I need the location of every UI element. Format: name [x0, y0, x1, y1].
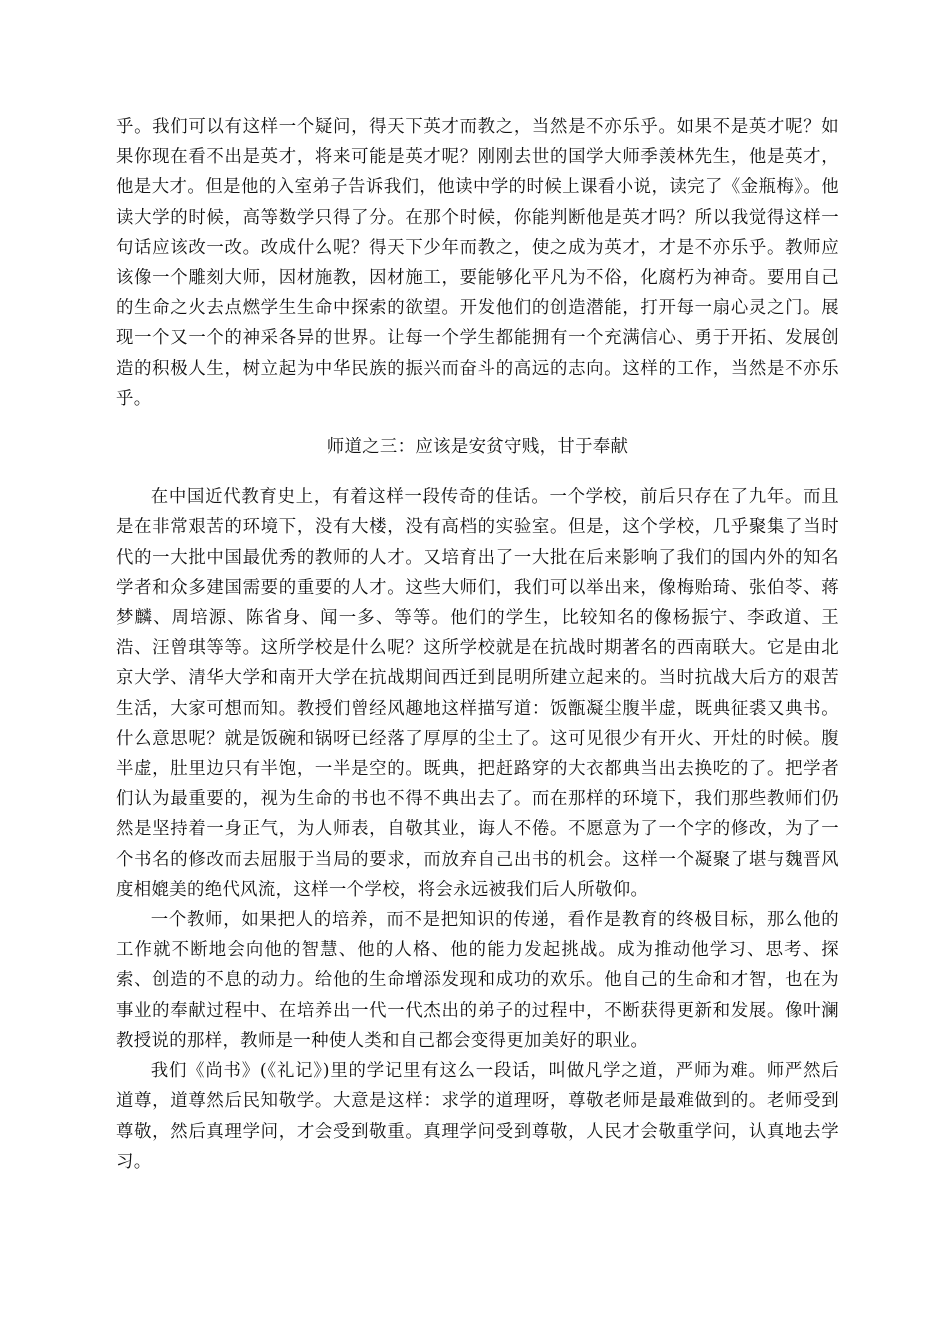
document-body	[116, 112, 839, 1177]
paragraph-southwest-associated-university: 在中国近代教育史上，有着这样一段传奇的佳话。一个学校，前后只存在了九年。而且是在非常艰苦的环境下，没有大楼，没有高档的实验室。但是，这个学校，几乎聚集了当时代的一大批中国最优秀的教师的人才。又培育出了一大批在后来影响了我们的国内外的知名学者和众多建国需要的重要的人才。这些大师们，我们可以举出来，像梅贻琦、张伯苓、蒋梦麟、周培源、陈省身、闻一多、等等。他们的学生，比较知名的像杨振宁、李政道、王浩、汪曾琪等等。这所学校是什么呢？这所学校就是在抗战时期著名的西南联大。它是由北京大学、清华大学和南开大学在抗战期间西迁到昆明所建立起来的。当时抗战大后方的艰苦生活，大家可想而知。教授们曾经风趣地这样描写道：饭甑凝尘腹半虚，既典征裘又典书。什么意思呢？就是饭碗和锅呀已经落了厚厚的尘土了。这可见很少有开火、开灶的时候。腹半虚，肚里边只有半饱，一半是空的。既典，把赶路穿的大衣都典当出去换吃的了。把学者们认为最重要的，视为生命的书也不得不典出去了。而在那样的环境下，我们那些教师们仍然是坚持着一身正气，为人师表，自敬其业，诲人不倦。不愿意为了一个字的修改，为了一个书名的修改而去屈服于当局的要求，而放弃自己出书的机会。这样一个凝聚了堪与魏晋风度相媲美的绝代风流，这样一个学校，将会永远被我们后人所敬仰。	[116, 487, 839, 900]
paragraph-teacher-challenge: 一个教师，如果把人的培养，而不是把知识的传递，看作是教育的终极目标，那么他的工作就不断地会向他的智慧、他的人格、他的能力发起挑战。成为推动他学习、思考、探索、创造的不息的动力。给他的生命增添发现和成功的欢乐。他自己的生命和才智，也在为事业的奉献过程中、在培养出一代一代杰出的弟子的过程中，不断获得更新和发展。像叶澜教授说的那样，教师是一种使人类和自己都会变得更加美好的职业。	[116, 910, 839, 1051]
paragraph-continuation: 乎。我们可以有这样一个疑问，得天下英才而教之，当然是不亦乐乎。如果不是英才呢？如果你现在看不出是英才，将来可能是英才呢？刚刚去世的国学大师季羡林先生，他是英才，他是大才。但是他的入室弟子告诉我们，他读中学的时候上课看小说，读完了《金瓶梅》。他读大学的时候，高等数学只得了分。在那个时候，你能判断他是英才吗？所以我觉得这样一句话应该改一改。改成什么呢？得天下少年而教之，使之成为英才，才是不亦乐乎。教师应该像一个雕刻大师，因材施教，因材施工，要能够化平凡为不俗，化腐朽为神奇。要用自己的生命之火去点燃学生生命中探索的欲望。开发他们的创造潜能，打开每一扇心灵之门。展现一个又一个的神采各异的世界。让每一个学生都能拥有一个充满信心、勇于开拓、发展创造的积极人生，树立起为中华民族的振兴而奋斗的高远的志向。这样的工作，当然是不亦乐乎。	[116, 117, 839, 409]
paragraph-shangshu-quote: 我们《尚书》(《礼记》)里的学记里有这么一段话，叫做凡学之道，严师为难。师严然后道尊，道尊然后民知敬学。大意是这样：求学的道理呀，尊敬老师是最难做到的。老师受到尊敬，然后真理学问，才会受到敬重。真理学问受到尊敬，人民才会敬重学问，认真地去学习。	[116, 1061, 839, 1172]
section-heading: 师道之三：应该是安贫守贱，甘于奉献	[326, 437, 629, 458]
